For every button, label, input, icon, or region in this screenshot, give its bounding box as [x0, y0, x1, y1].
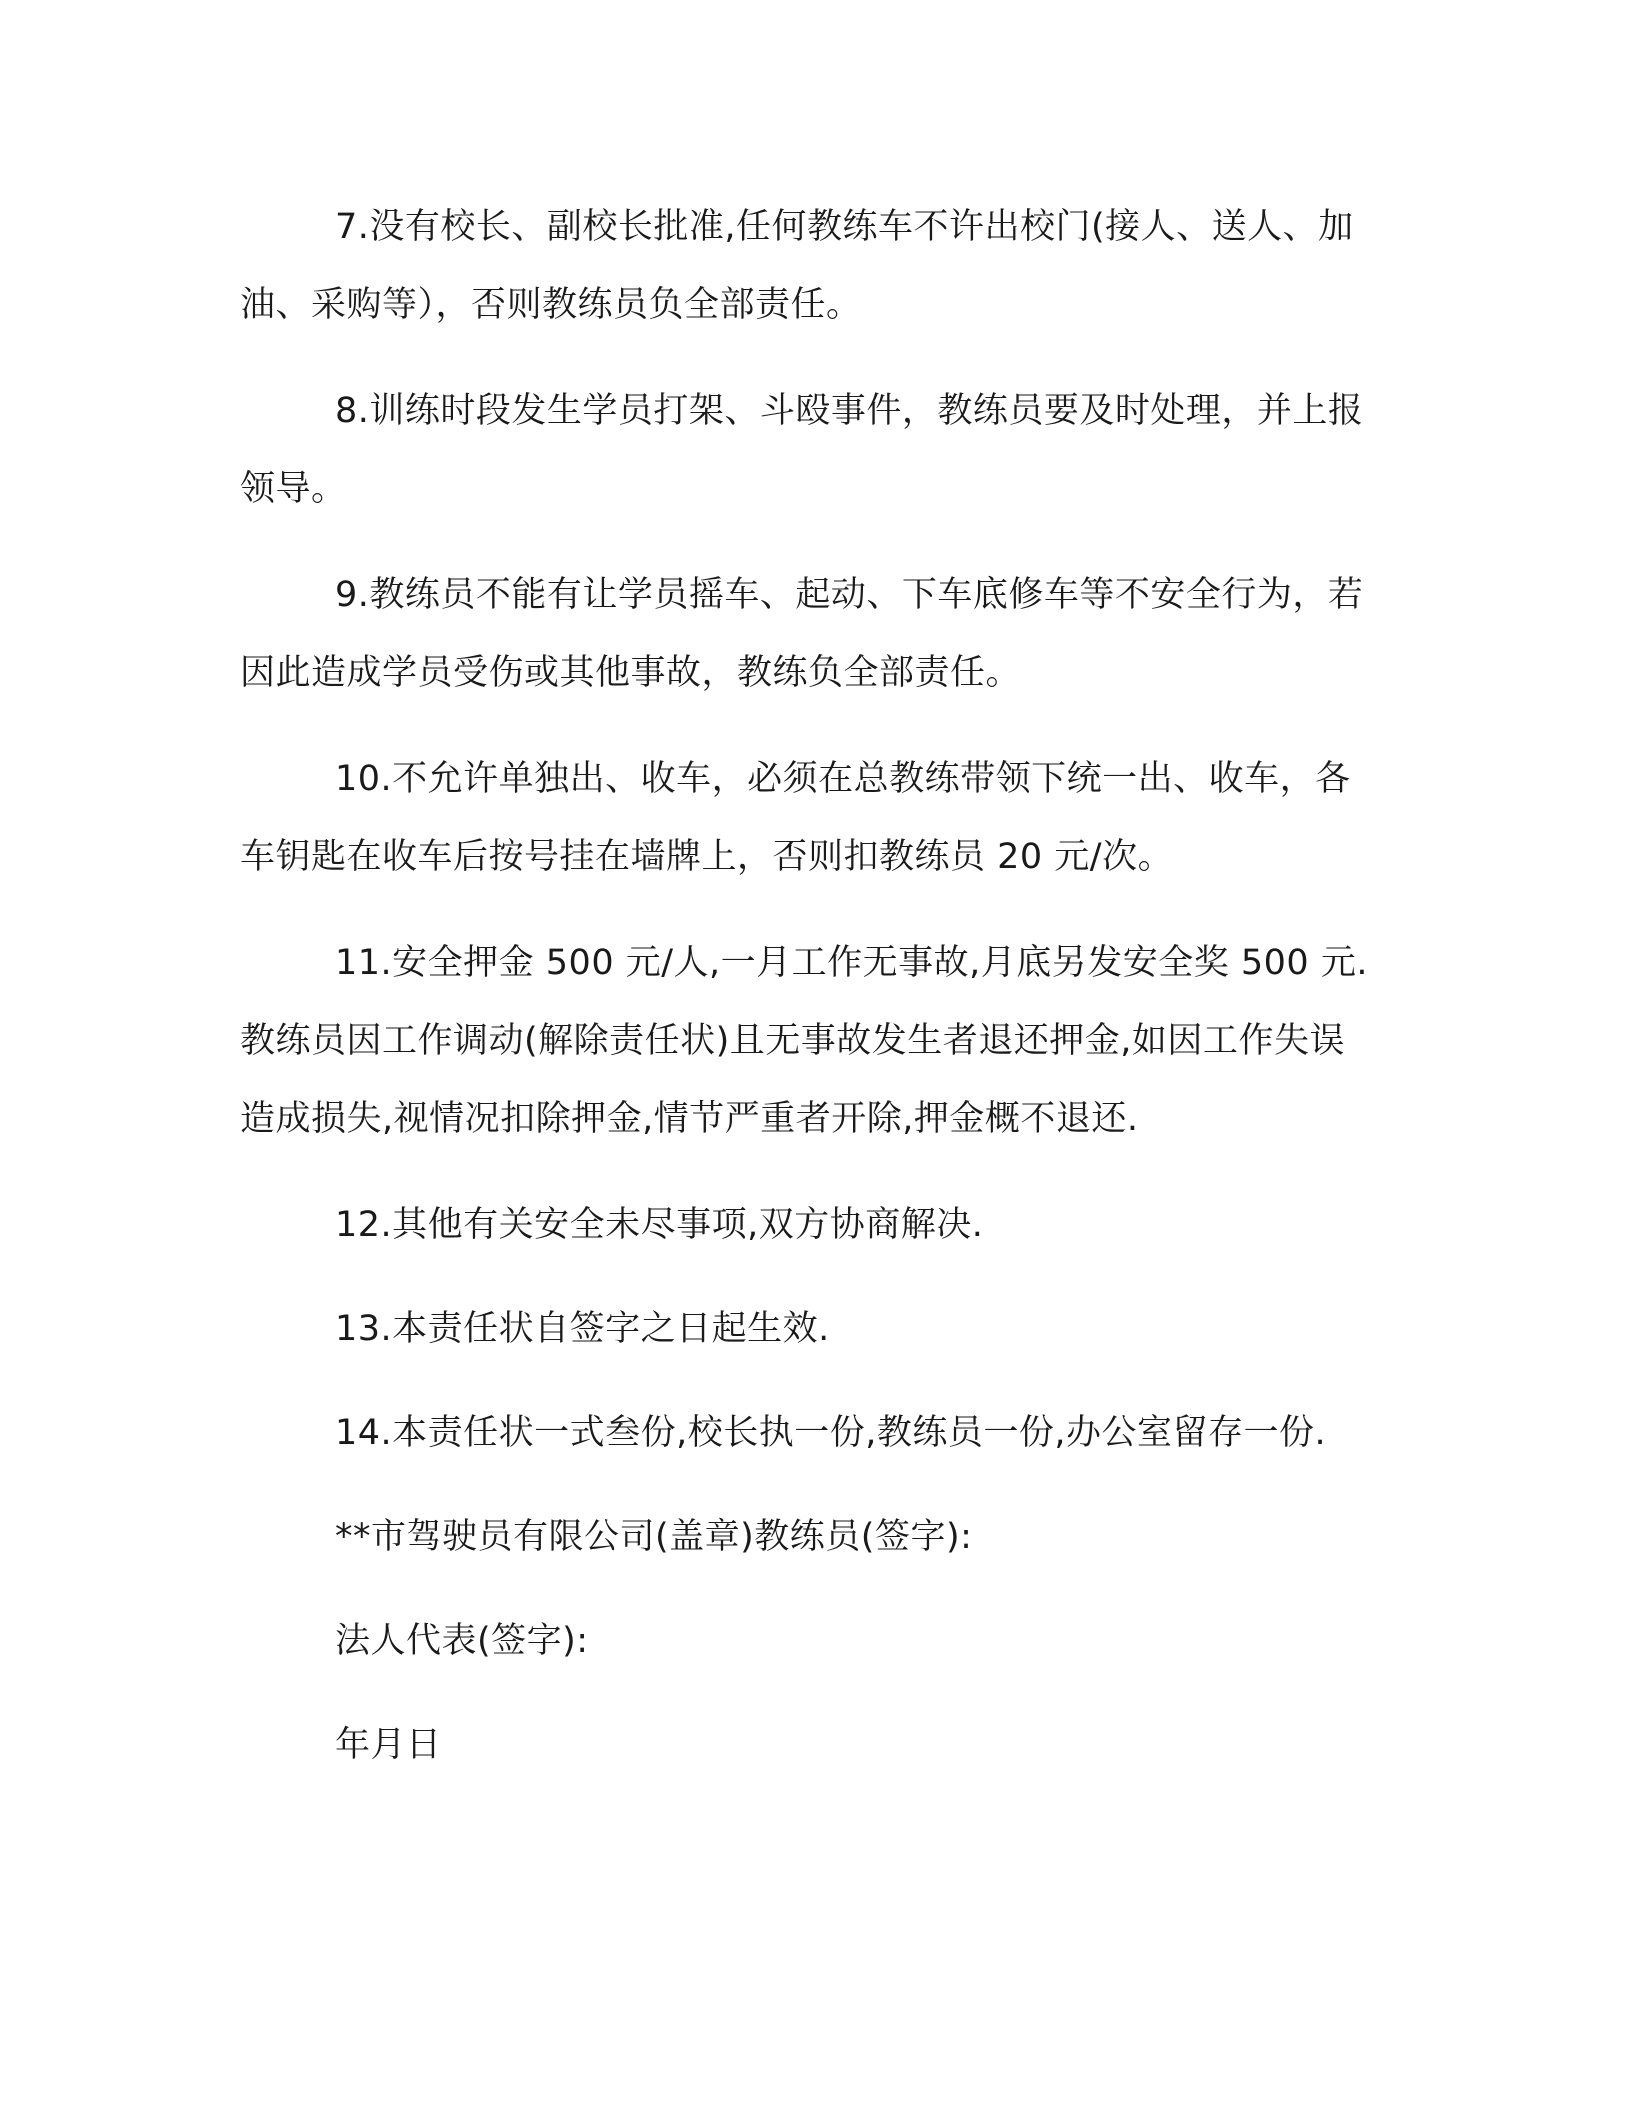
clause-9: 9.教练员不能有让学员摇车、起动、下车底修车等不安全行为，若因此造成学员受伤或其他事故，教练负全部责任。 [240, 575, 1364, 693]
clause-11: 11.安全押金 500 元/人,一月工作无事故,月底另发安全奖 500 元.教练员因工作调动(解除责任状)且无事故发生者退还押金,如因工作失误造成损失,视情况扣除押金,情节严重者开除,押金概不退还. [240, 943, 1368, 1139]
signature-legal-rep-line: 法人代表(签字): [335, 1621, 589, 1661]
clause-12: 12.其他有关安全未尽事项,双方协商解决. [335, 1205, 984, 1245]
clause-8: 8.训练时段发生学员打架、斗殴事件，教练员要及时处理，并上报领导。 [240, 391, 1364, 509]
signature-date-line: 年月日 [335, 1725, 442, 1765]
clause-14: 14.本责任状一式叁份,校长执一份,教练员一份,办公室留存一份. [335, 1413, 1327, 1453]
clause-7: 7.没有校长、副校长批准,任何教练车不许出校门(接人、送人、加油、采购等），否则教练员负全部责任。 [240, 207, 1354, 325]
signature-company-line: **市驾驶员有限公司(盖章)教练员(签字): [335, 1517, 973, 1557]
clause-13: 13.本责任状自签字之日起生效. [335, 1309, 830, 1349]
document-body [240, 188, 1380, 1810]
clause-10: 10.不允许单独出、收车，必须在总教练带领下统一出、收车，各车钥匙在收车后按号挂在墙牌上，否则扣教练员 20 元/次。 [240, 759, 1351, 877]
